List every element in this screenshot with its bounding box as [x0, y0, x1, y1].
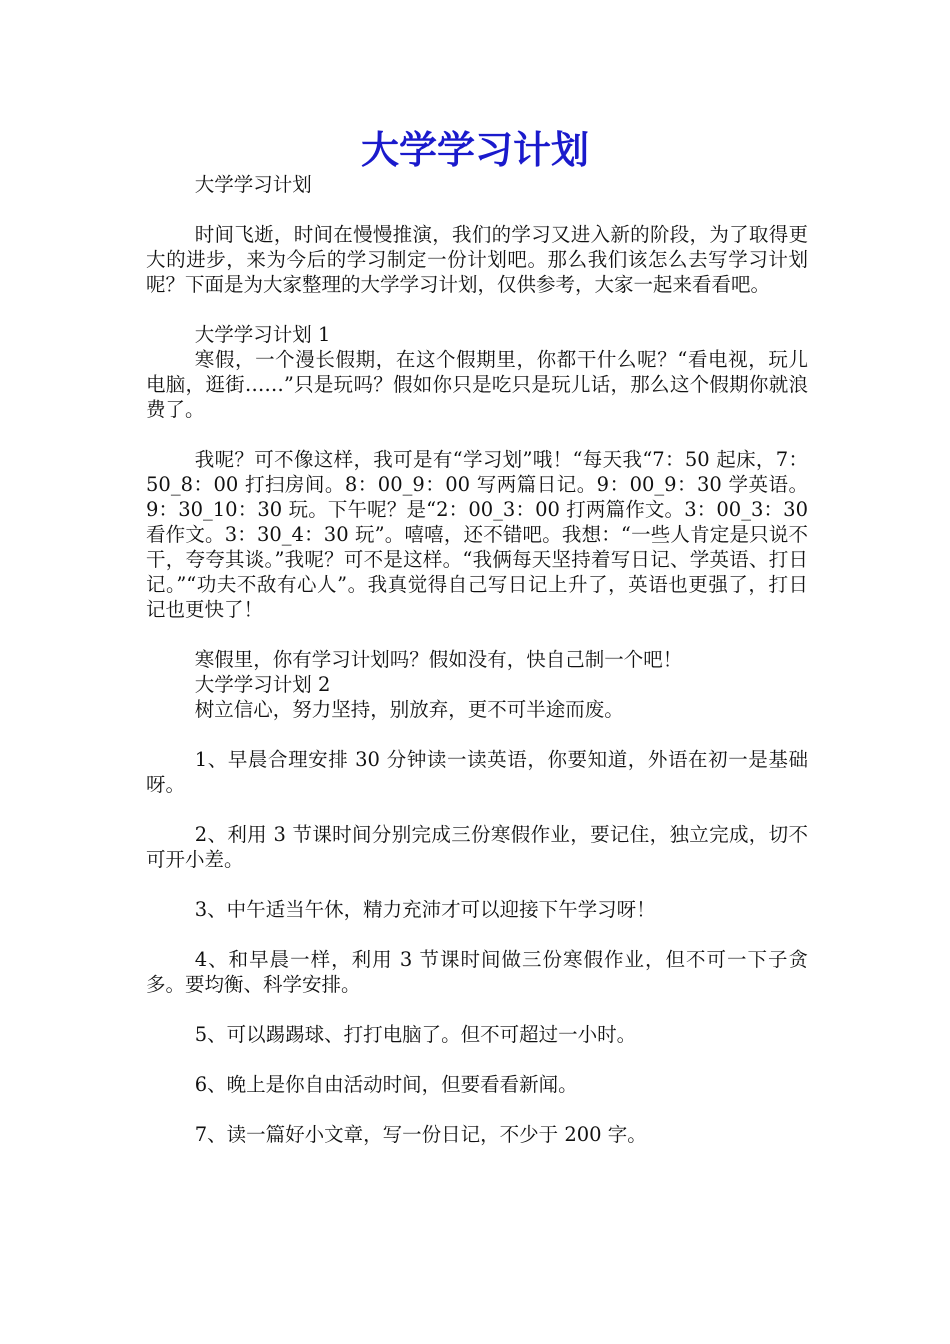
- document-body: [146, 172, 808, 1147]
- body-paragraph: 树立信心，努力坚持，别放弃，更不可半途而废。: [194, 698, 624, 721]
- document-title: 大学学习计划: [360, 128, 589, 172]
- intro-paragraph: 时间飞逝，时间在慢慢推演，我们的学习又进入新的阶段，为了取得更大的进步，来为今后的学习制定一份计划吧。那么我们该怎么去写学习计划呢？下面是为大家整理的大学学习计划，仅供参考，大家一起来看看吧。: [146, 223, 808, 296]
- section-heading-1: 大学学习计划 1: [194, 323, 331, 346]
- body-paragraph: 寒假，一个漫长假期，在这个假期里，你都干什么呢？“看电视，玩儿电脑，逛街……”只是玩吗？假如你只是吃只是玩儿话，那么这个假期你就浪费了。: [146, 348, 808, 421]
- list-item: 1、早晨合理安排 30 分钟读一读英语，你要知道，外语在初一是基础呀。: [146, 748, 808, 796]
- list-item: 4、和早晨一样，利用 3 节课时间做三份寒假作业，但不可一下子贪多。要均衡、科学安排。: [146, 948, 808, 996]
- list-item: 7、读一篇好小文章，写一份日记，不少于 200 字。: [194, 1123, 647, 1146]
- list-item: 5、可以踢踢球、打打电脑了。但不可超过一小时。: [194, 1023, 637, 1046]
- section-heading-2: 大学学习计划 2: [194, 673, 331, 696]
- list-item: 2、利用 3 节课时间分别完成三份寒假作业，要记住，独立完成，切不可开小差。: [146, 823, 808, 871]
- body-paragraph: 寒假里，你有学习计划吗？假如没有，快自己制一个吧！: [194, 648, 683, 671]
- list-item: 3、中午适当午休，精力充沛才可以迎接下午学习呀！: [194, 898, 656, 921]
- subtitle-paragraph: 大学学习计划: [194, 173, 312, 196]
- list-item: 6、晚上是你自由活动时间，但要看看新闻。: [194, 1073, 578, 1096]
- body-paragraph: 我呢？可不像这样，我可是有“学习划”哦！“每天我“7：50 起床，7：50_8：00 打扫房间。8：00_9：00 写两篇日记。9：00_9：30 学英语。9：30_10：30 玩。下午呢？是“2：00_3：00 打两篇作文。3：00_3：30 看作文。3：30_4：30 玩”。嘻嘻，还不错吧。我想：“一些人肯定是只说不干，夸夸其谈。”我呢？可不是这样。“我俩每天坚持着写日记、学英语、打日记。”“功夫不敌有心人”。我真觉得自己写日记上升了，英语也更强了，打日记也更快了！: [146, 448, 808, 621]
